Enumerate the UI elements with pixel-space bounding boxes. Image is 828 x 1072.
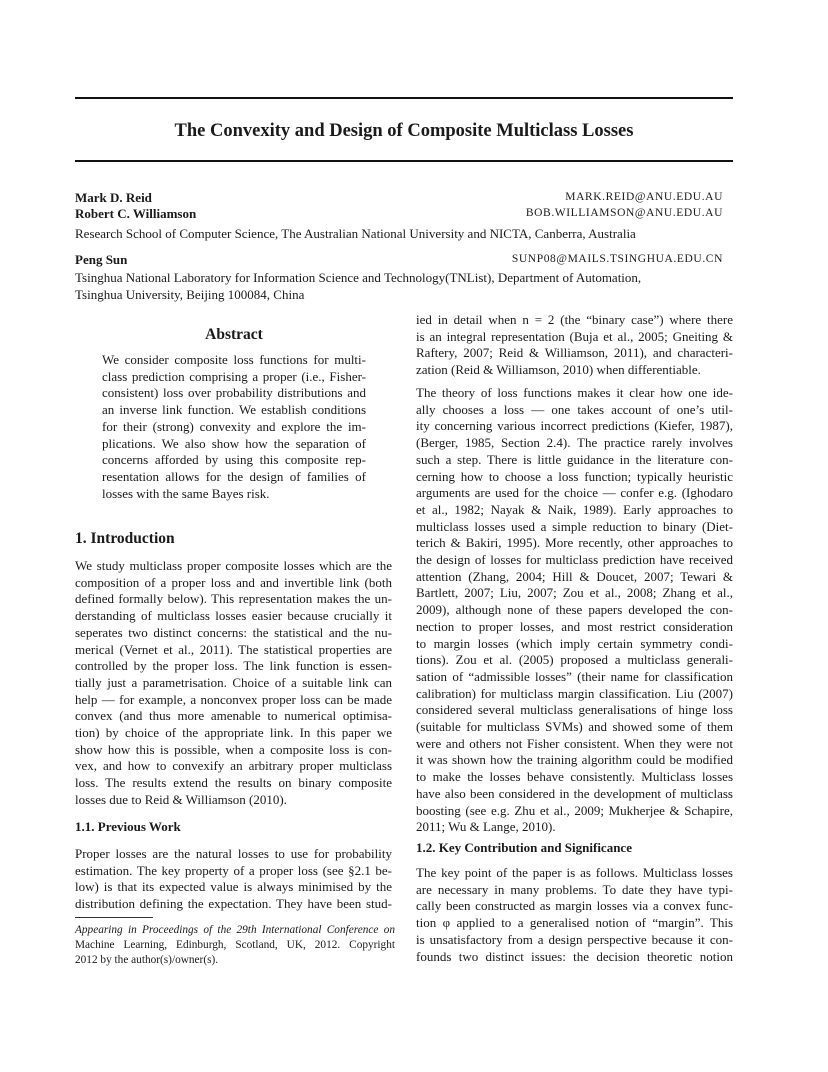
affiliation: Research School of Computer Science, The Australian National University and NICTA, Canberra, Australia — [75, 226, 636, 241]
intro-line: losses due to Reid & Williamson (2010). — [75, 791, 287, 807]
para-line: are necessary in many problems. To date they have typi- — [416, 881, 733, 897]
author-email[interactable]: MARK.REID@ANU.EDU.AU — [565, 191, 723, 203]
para-line: Bartlett, 2007; Liu, 2007; Zou et al., 2008; Zhang et al., — [416, 585, 733, 601]
footnote-line: 2012 by the author(s)/owner(s). — [75, 954, 219, 966]
para-line: sation of “admissible losses” (their name for classification — [416, 668, 733, 684]
para-line: attention (Zhang, 2004; Hill & Doucet, 2007; Tewari & — [416, 568, 733, 584]
para-line: ity concerning various incorrect predictions (Kiefer, 1987), — [416, 418, 733, 434]
author-email[interactable]: SUNP08@MAILS.TSINGHUA.EDU.CN — [511, 253, 723, 265]
right-column-para3 — [416, 865, 733, 965]
intro-line: tion) by choice of the appropriate link. In this paper we — [75, 725, 392, 741]
para-line: arguments are used for the choice — confer e.g. (Ighodaro — [416, 485, 733, 501]
abstract-line: for their (strong) convexity and explore the im- — [102, 418, 366, 434]
intro-line: controlled by the proper loss. The link function is essen- — [75, 658, 392, 674]
title-bottom-rule — [75, 160, 733, 162]
right-column-para2 — [416, 385, 733, 836]
paper-title: The Convexity and Design of Composite Multiclass Losses — [174, 121, 634, 141]
para-line: is an integral representation (Buja et al., 2005; Gneiting & — [416, 328, 733, 344]
prev-work-line: estimation. The key property of a proper loss (see §2.1 be- — [75, 862, 392, 878]
prev-work-line: low) is that its expected value is always minimised by the — [75, 879, 392, 895]
para-line: The theory of loss functions makes it clear how one ide- — [416, 385, 733, 400]
para-line: were and others not Fisher consistent. When they were not — [416, 735, 733, 751]
intro-line: seperates two distinct concerns: the statistical and the nu- — [75, 624, 392, 640]
author-name: Mark D. Reid — [75, 190, 152, 205]
para-line: tions). Zou et al. (2005) proposed a multiclass generali- — [416, 652, 733, 668]
intro-line: convex (and thus more amenable to numerical optimisa- — [75, 708, 392, 724]
para-line: founds two distinct issues: the decision theoretic notion — [416, 948, 733, 964]
para-line: have also been considered in the development of multiclass — [416, 785, 733, 801]
abstract-body — [102, 352, 366, 502]
prev-work-line: Proper losses are the natural losses to use for probability — [75, 846, 392, 861]
intro-line: show how this is possible, when a composite loss is con- — [75, 741, 392, 757]
footnote — [75, 923, 395, 968]
para-line: 2011; Wu & Lange, 2010). — [416, 819, 556, 835]
subsection-heading-key-contribution: 1.2. Key Contribution and Significance — [416, 840, 632, 855]
previous-work-body — [75, 846, 392, 913]
right-column-para1 — [416, 312, 733, 379]
author-email[interactable]: BOB.WILLIAMSON@ANU.EDU.AU — [525, 207, 723, 219]
subsection-heading-previous-work: 1.1. Previous Work — [75, 819, 181, 834]
para-line: the design of losses for multiclass prediction have received — [416, 552, 733, 568]
para-line: terich & Bakiri, 1995). More recently, other approaches to — [416, 535, 733, 551]
para-line: calibration) for multiclass margin classification. Liu (2007) — [416, 685, 733, 701]
para-line: boosting (see e.g. Zhu et al., 2009; Mukherjee & Schapire, — [416, 802, 733, 818]
abstract-line: consistent) loss over probability distributions and — [102, 385, 366, 401]
intro-line: We study multiclass proper composite losses which are the — [75, 558, 392, 573]
para-line: ied in detail when n = 2 (the “binary case”) where there — [416, 312, 733, 327]
abstract-line: an inverse link function. We establish conditions — [102, 402, 366, 418]
para-line: is unsatisfactory from a design perspective because it con- — [416, 931, 733, 947]
para-line: considered several multiclass generalisations of hinge loss — [416, 702, 733, 718]
footnote-rule — [75, 917, 153, 918]
prev-work-line: distribution defining the expectation. They have been stud- — [75, 896, 392, 912]
para-line: (Berger, 1985, Section 2.4). The practice rarely involves — [416, 435, 733, 451]
author-name: Peng Sun — [75, 252, 128, 267]
intro-line: help — for example, a nonconvex proper loss can be made — [75, 691, 392, 707]
intro-line: loss. The results extend the results on binary composite — [75, 775, 392, 791]
para-line: (suitable for multiclass SVMs) and showed some of them — [416, 719, 733, 735]
footnote-line: Machine Learning, Edinburgh, Scotland, UK, 2012. Copyright — [75, 939, 395, 951]
title-top-rule — [75, 97, 733, 99]
para-line: zation (Reid & Williamson, 2010) when differentiable. — [416, 362, 701, 378]
abstract-line: plications. We also show how the separation of — [102, 435, 366, 451]
para-line: it was shown how the training algorithm could be modified — [416, 752, 733, 768]
author-name: Robert C. Williamson — [75, 206, 197, 221]
abstract-line: class prediction comprising a proper (i.e., Fisher- — [102, 368, 366, 384]
para-line: Raftery, 2007; Reid & Williamson, 2011), and characteri- — [416, 345, 733, 361]
intro-line: merical (Vernet et al., 2011). The statistical properties are — [75, 641, 392, 657]
para-line: to margin losses (which imply certain symmetry condi- — [416, 635, 733, 651]
intro-line: defined formally below). This representation makes the un- — [75, 591, 392, 607]
para-line: tion φ applied to a generalised notion of “margin”. This — [416, 915, 733, 931]
para-line: such a step. There is little guidance in the literature con- — [416, 451, 733, 467]
para-line: nection to proper losses, and most restrict consideration — [416, 618, 733, 634]
introduction-body — [75, 558, 392, 809]
para-line: cerning how to choose a loss function; typically heuristic — [416, 468, 733, 484]
para-line: to make the losses behave consistently. Multiclass losses — [416, 769, 733, 785]
abstract-line: losses with the same Bayes risk. — [102, 485, 270, 501]
para-line: et al., 1982; Nayak & Naik, 1989). Early approaches to — [416, 501, 733, 517]
para-line: multiclass losses used a simple reduction to binary (Diet- — [416, 518, 733, 534]
abstract-line: resentation allows for the design of families of — [102, 468, 366, 484]
intro-line: tially just a parametrisation. Choice of a suitable link can — [75, 674, 392, 690]
para-line: 2009), although none of these papers developed the con- — [416, 602, 733, 618]
footnote-line: Appearing in Proceedings of the 29th International Conference on — [75, 924, 395, 936]
abstract-heading: Abstract — [205, 326, 263, 343]
section-heading-introduction: 1. Introduction — [75, 530, 175, 547]
affiliation: Tsinghua National Laboratory for Information Science and Technology(TNList), Department of Automation, — [75, 270, 642, 285]
para-line: The key point of the paper is as follows. Multiclass losses — [416, 865, 733, 880]
affiliation: Tsinghua University, Beijing 100084, China — [75, 287, 305, 302]
para-line: cally been constructed as margin losses via a convex func- — [416, 898, 733, 914]
intro-line: vex, and how to convexify an arbitrary proper multiclass — [75, 758, 392, 774]
abstract-line: concerns afforded by using this composite rep- — [102, 452, 366, 468]
intro-line: derstanding of multiclass losses easier because crucially it — [75, 608, 392, 624]
abstract-line: We consider composite loss functions for multi- — [102, 352, 366, 367]
intro-line: composition of a proper loss and and invertible link (both — [75, 574, 392, 590]
para-line: ally chooses a loss — one takes account of one’s util- — [416, 401, 733, 417]
